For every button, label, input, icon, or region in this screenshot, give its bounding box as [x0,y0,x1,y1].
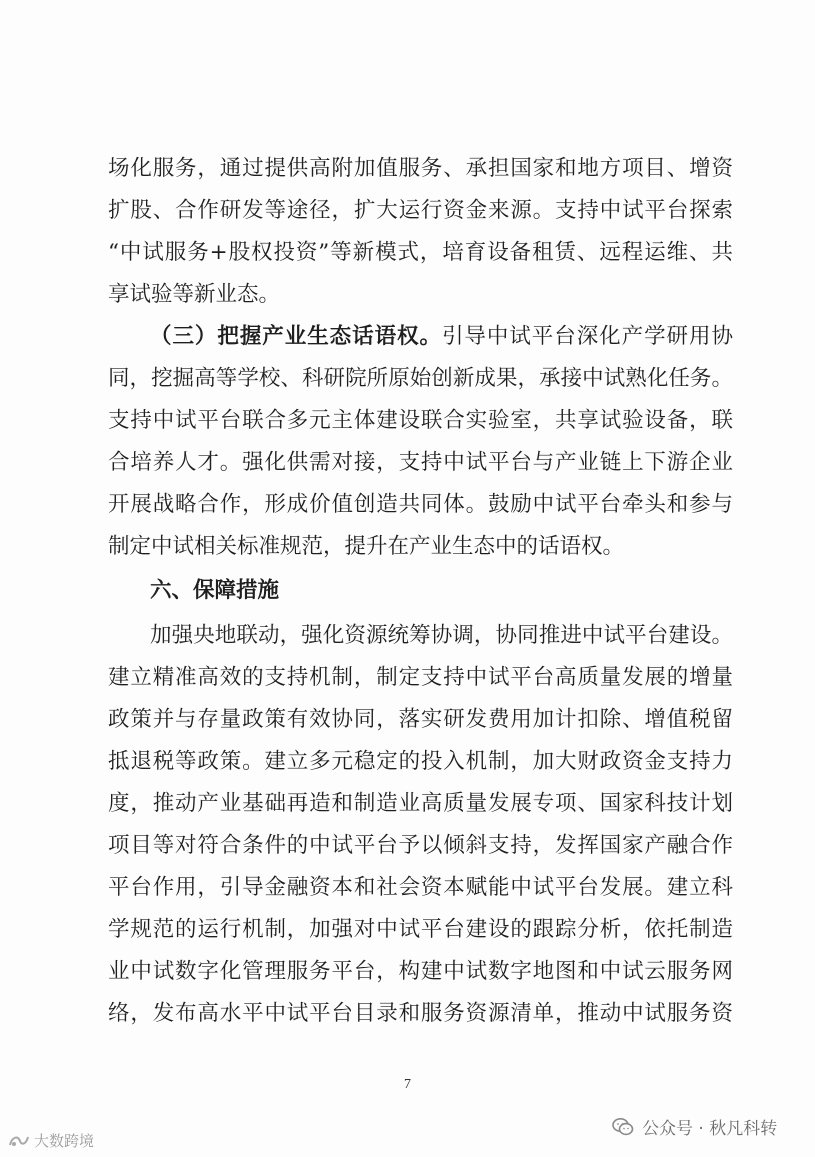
paragraph-line: 加强央地联动，强化资源统筹协调，协同推进中试平台建设。 [150,623,733,648]
paragraph-line: 同，挖掘高等学校、科研院所原始创新成果，承接中试熟化任务。 [108,366,733,391]
paragraph-line: 度，推动产业基础再造和制造业高质量发展专项、国家科技计划 [108,791,733,816]
paragraph-line: 学规范的运行机制，加强对中试平台建设的跟踪分析，依托制造 [108,917,733,942]
paragraph-line: 抵退税等政策。建立多元稳定的投入机制，加大财政资金支持力 [108,749,733,774]
brand-logo-icon [8,1133,30,1149]
paragraph-line: 享试验等新业态。 [108,282,281,307]
watermark-right [612,1114,777,1139]
paragraph-line: 制定中试相关标准规范，提升在产业生态中的话语权。 [108,534,625,559]
watermark-left-text: 大数跨境 [34,1132,95,1150]
watermark-left [8,1130,94,1151]
paragraph-line: 项目等对符合条件的中试平台予以倾斜支持，发挥国家产融合作 [108,833,733,858]
paragraph-line: 建立精准高效的支持机制，制定支持中试平台高质量发展的增量 [108,665,733,690]
wechat-icon [612,1117,634,1137]
section-heading: 六、保障措施 [150,578,280,603]
section3-lead: （三）把握产业生态话语权。 [150,324,442,349]
paragraph-line: 平台作用，引导金融资本和社会资本赋能中试平台发展。建立科 [108,875,733,900]
page-number: 7 [404,1077,411,1092]
paragraph-line: 扩股、合作研发等途径，扩大运行资金来源。支持中试平台探索 [108,198,733,223]
section3-first-line-rest: 引导中试平台深化产学研用协 [441,324,733,349]
paragraph-line: 政策并与存量政策有效协同，落实研发费用加计扣除、增值税留 [108,707,733,732]
paragraph-line: 合培养人才。强化供需对接，支持中试平台与产业链上下游企业 [108,450,733,475]
paragraph-line: 场化服务，通过提供高附加值服务、承担国家和地方项目、增资 [108,156,733,181]
paragraph-line: 络，发布高水平中试平台目录和服务资源清单，推动中试服务资 [108,1001,733,1026]
paragraph-line: 业中试数字化管理服务平台，构建中试数字地图和中试云服务网 [108,959,733,984]
paragraph-line: 支持中试平台联合多元主体建设联合实验室，共享试验设备，联 [108,408,733,433]
paragraph-line: “中试服务+股权投资”等新模式，培育设备租赁、远程运维、共 [108,240,733,265]
section3-first-line [150,322,733,352]
watermark-right-text: 公众号 · 秋凡科转 [642,1119,778,1139]
paragraph-line: 开展战略合作，形成价值创造共同体。鼓励中试平台牵头和参与 [108,492,733,517]
